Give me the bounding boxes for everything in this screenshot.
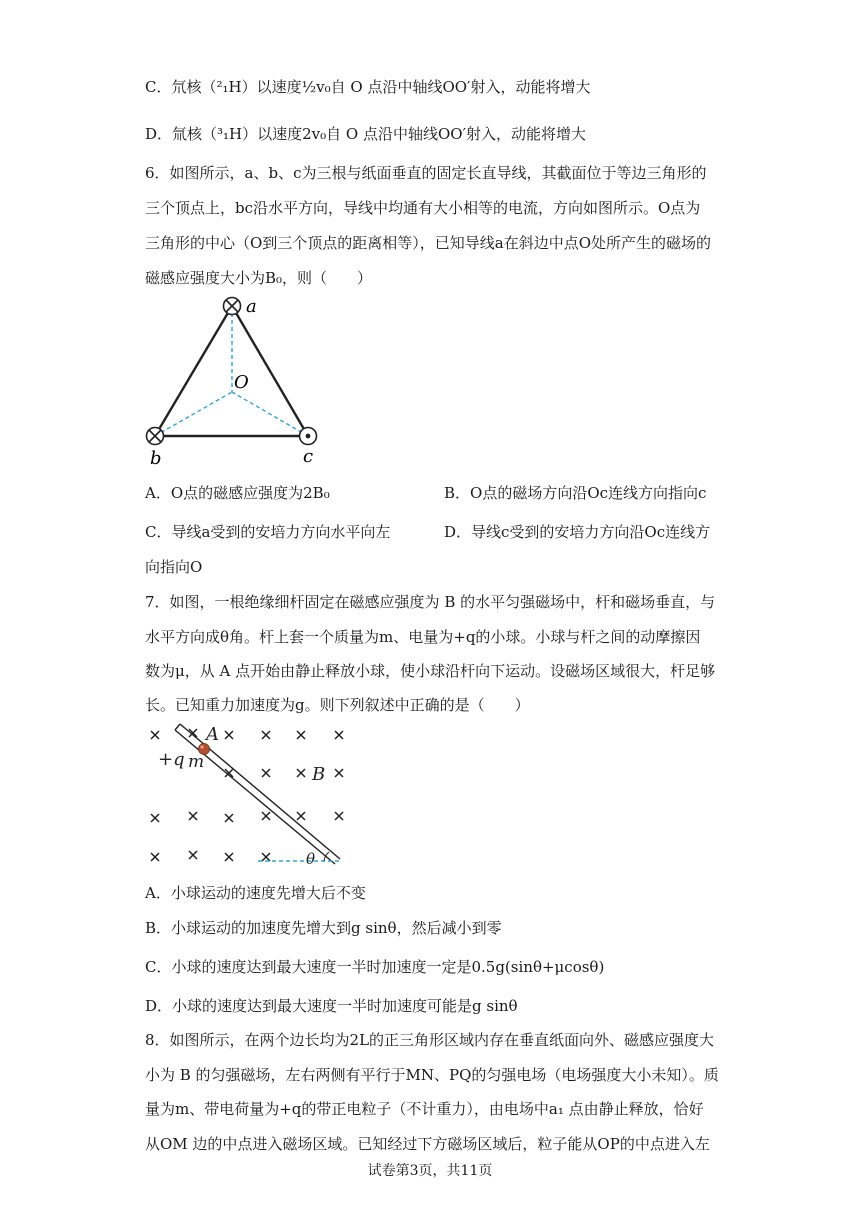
label-o: O	[234, 372, 249, 393]
q6-stem-line-3: 三角形的中心（O到三个顶点的距离相等），已知导线a在斜边中点O处所产生的磁场的	[145, 234, 712, 252]
q6-option-c: C．导线a受到的安培力方向水平向左	[145, 523, 391, 541]
label-theta: θ	[306, 850, 316, 868]
q6-option-d: D．导线c受到的安培力方向沿Oc连线方	[444, 523, 711, 541]
q6-triangle-figure	[140, 292, 340, 472]
q5-option-d: D．氚核（³₁H）以速度2v₀自 O 点沿中轴线OO′射入，动能将增大	[145, 125, 587, 143]
label-a: a	[246, 296, 257, 317]
q6-stem-line-4: 磁感应强度大小为B₀，则（ ）	[145, 269, 373, 287]
wire-a-into-page-icon	[224, 298, 241, 315]
q6-option-a: A．O点的磁感应强度为2B₀	[145, 484, 330, 502]
q5-option-c: C．氘核（²₁H）以速度½v₀自 O 点沿中轴线OO′射入，动能将增大	[145, 78, 591, 96]
q7-option-d: D．小球的速度达到最大速度一半时加速度可能是g sinθ	[145, 997, 518, 1015]
q7-option-b: B．小球运动的加速度先增大到g sinθ，然后减小到零	[145, 919, 502, 937]
wire-c-out-of-page-icon	[300, 428, 317, 445]
q7-option-c: C．小球的速度达到最大速度一半时加速度一定是0.5g(sinθ+μcosθ)	[145, 958, 605, 976]
q8-stem-line-2: 小为 B 的匀强磁场，左右两侧有平行于MN、PQ的匀强电场（电场强度大小未知）。质	[145, 1066, 719, 1084]
q7-stem-line-4: 长。已知重力加速度为g。则下列叙述中正确的是（ ）	[145, 696, 530, 714]
q8-stem-line-3: 量为m、带电荷量为+q的带正电粒子（不计重力），由电场中a₁ 点由静止释放，恰好	[145, 1100, 704, 1118]
q7-stem-line-2: 水平方向成θ角。杆上套一个质量为m、电量为+q的小球。小球与杆之间的动摩擦因	[145, 628, 701, 646]
label-charge: +q	[158, 749, 185, 770]
q8-stem-line-1: 8．如图所示，在两个边长均为2L的正三角形区域内存在垂直纸面向外、磁感应强度大	[145, 1031, 715, 1049]
label-c: c	[303, 446, 314, 467]
label-point-a: A	[206, 724, 219, 745]
q7-stem-line-1: 7．如图，一根绝缘细杆固定在磁感应强度为 B 的水平匀强磁场中，杆和磁场垂直，与	[145, 593, 716, 611]
page-footer: 试卷第3页，共11页	[367, 1163, 493, 1179]
q6-option-d-cont: 向指向O	[145, 558, 203, 576]
q6-stem-line-1: 6．如图所示，a、b、c为三根与纸面垂直的固定长直导线，其截面位于等边三角形的	[145, 164, 707, 182]
q8-stem-line-4: 从OM 边的中点进入磁场区域。已知经过下方磁场区域后，粒子能从OP的中点进入左	[145, 1135, 710, 1153]
q7-stem-line-3: 数为μ，从 A 点开始由静止释放小球，使小球沿杆向下运动。设磁场区域很大，杆足够	[145, 662, 716, 680]
label-b: b	[150, 448, 162, 469]
q6-stem-line-2: 三个顶点上，bc沿水平方向，导线中均通有大小相等的电流，方向如图所示。O点为	[145, 199, 701, 217]
q7-option-a: A．小球运动的速度先增大后不变	[145, 884, 366, 902]
q7-rod-field-figure	[140, 718, 370, 870]
wire-b-into-page-icon	[147, 428, 164, 445]
label-field-b: B	[312, 764, 326, 785]
label-mass: m	[188, 752, 205, 772]
q6-option-b: B．O点的磁场方向沿Oc连线方向指向c	[444, 484, 707, 502]
